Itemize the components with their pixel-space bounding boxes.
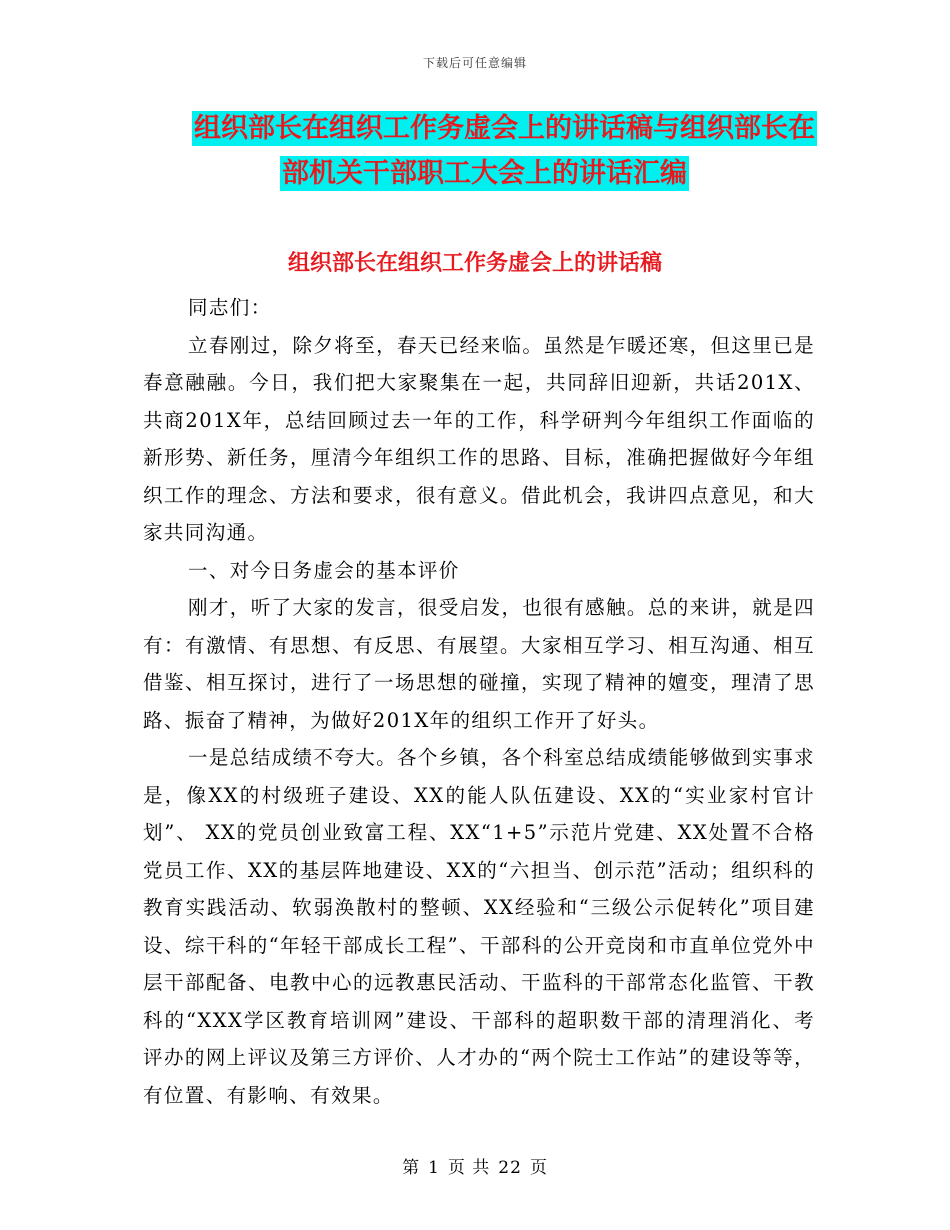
footer-prefix: 第 <box>402 1158 421 1178</box>
section-title: 组织部长在组织工作务虚会上的讲话稿 <box>287 251 662 276</box>
footer-middle: 页 共 <box>447 1158 491 1178</box>
document-title-line-2: 部机关干部职工大会上的讲话汇编 <box>282 158 687 189</box>
section-heading: 一、对今日务虚会的基本评价 <box>188 558 460 582</box>
paragraph: 一是总结成绩不夸大。各个乡镇，各个科室总结成绩能够做到实事求是，像XX的村级班子建设、XX的能人队伍建设、XX的“实业家村官计划”、 XX的党员创业致富工程、XX“1+5”示范片党建、XX处置不合格党员工作、XX的基层阵地建设、XX的“六担当、创示范”活动；组织科的教育实践活动、软弱涣散村的整顿、XX经验和“三级公示促转化”项目建设、综干科的“年轻干部成长工程”、干部科的公开竞岗和市直单位党外中层干部配备、电教中心的远教惠民活动、干监科的干部常态化监管、干教科的“XXX学区教育培训网”建设、干部科的超职数干部的清理消化、考评办的网上评议及第三方评价、人才办的“两个院士工作站”的建设等等，有位置、有影响、有效果。 <box>143 746 816 1107</box>
current-page-number: 1 <box>428 1158 440 1178</box>
paragraph: 刚才，听了大家的发言，很受启发，也很有感触。总的来讲，就是四有：有激情、有思想、有反思、有展望。大家相互学习、相互沟通、相互借鉴、相互探讨，进行了一场思想的碰撞，实现了精神的嬗变，理清了思路、振奋了精神，为做好201X年的组织工作开了好头。 <box>143 596 816 732</box>
salutation: 同志们： <box>188 296 272 319</box>
document-body <box>143 289 815 1114</box>
document-title-line-1: 组织部长在组织工作务虚会上的讲话稿与组织部长在 <box>194 113 815 144</box>
total-page-count: 22 <box>498 1158 522 1178</box>
footer-suffix: 页 <box>529 1158 548 1178</box>
paragraph: 立春刚过，除夕将至，春天已经来临。虽然是乍暖还寒，但这里已是春意融融。今日，我们把大家聚集在一起，共同辞旧迎新，共话201X、共商201X年，总结回顾过去一年的工作，科学研判今年组织工作面临的新形势、新任务，厘清今年组织工作的思路、目标，准确把握做好今年组织工作的理念、方法和要求，很有意义。借此机会，我讲四点意见，和大家共同沟通。 <box>143 333 816 544</box>
page-footer <box>0 1153 950 1178</box>
page-header-note: 下载后可任意编辑 <box>422 56 527 70</box>
